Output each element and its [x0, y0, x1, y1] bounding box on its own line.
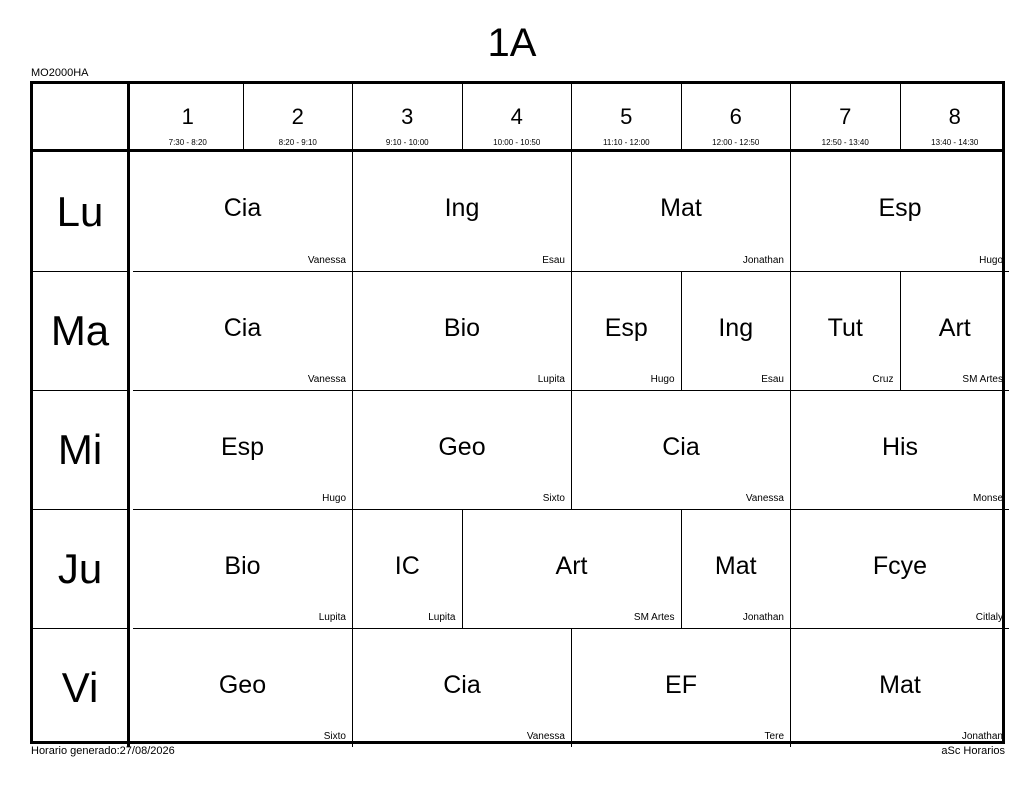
lesson-teacher: Vanessa: [307, 255, 346, 266]
period-time: 12:50 - 13:40: [821, 138, 869, 147]
lesson-subject: Cia: [223, 194, 262, 222]
lesson-subject: Ing: [444, 194, 480, 222]
lesson-cell: [571, 271, 681, 390]
period-header: [133, 84, 243, 149]
lesson-subject: Esp: [220, 433, 265, 461]
period-header: [681, 84, 791, 149]
period-time: 7:30 - 8:20: [168, 138, 207, 147]
lesson-cell: [352, 509, 462, 628]
lesson-subject: Tut: [827, 314, 863, 342]
lesson-teacher: Hugo: [322, 493, 346, 504]
lesson-teacher: Hugo: [979, 255, 1003, 266]
period-number: 6: [729, 104, 742, 129]
period-header: [571, 84, 681, 149]
lesson-teacher: Sixto: [323, 731, 346, 742]
lesson-subject: Mat: [879, 671, 921, 699]
lesson-teacher: Lupita: [537, 374, 565, 385]
lesson-teacher: Citlaly: [975, 612, 1003, 623]
lesson-teacher: Esau: [761, 374, 784, 385]
period-time: 12:00 - 12:50: [712, 138, 760, 147]
lesson-cell: [352, 271, 571, 390]
lesson-cell: [352, 628, 571, 747]
lesson-cell: [571, 628, 790, 747]
lesson-teacher: SM Artes: [633, 612, 675, 623]
lesson-cell: [790, 152, 1009, 271]
lesson-cell: [571, 152, 790, 271]
lesson-cell: [681, 271, 791, 390]
lesson-cell: [133, 628, 352, 747]
lesson-subject: Cia: [223, 314, 262, 342]
lesson-cell: [352, 390, 571, 509]
lesson-teacher: SM Artes: [962, 374, 1003, 385]
lesson-teacher: Jonathan: [742, 255, 784, 266]
period-header: [243, 84, 353, 149]
lesson-teacher: Monse: [972, 493, 1003, 504]
day-label: Ma: [33, 271, 130, 390]
lesson-subject: EF: [665, 671, 697, 699]
lesson-cell: [571, 390, 790, 509]
lesson-subject: Cia: [443, 671, 481, 699]
period-time: 13:40 - 14:30: [931, 138, 979, 147]
lesson-cell: [790, 628, 1009, 747]
lesson-subject: Art: [938, 314, 971, 342]
lesson-teacher: Vanessa: [526, 731, 565, 742]
lesson-subject: Mat: [714, 552, 757, 580]
lesson-subject: Geo: [438, 433, 486, 461]
lesson-subject: Esp: [604, 314, 648, 342]
lesson-cell: [133, 271, 352, 390]
lesson-cell: [133, 390, 352, 509]
lesson-subject: Bio: [224, 552, 261, 580]
brand-label: aSc Horarios: [941, 745, 1005, 757]
lesson-cell: [462, 509, 681, 628]
lesson-teacher: Esau: [542, 255, 565, 266]
lesson-teacher: Tere: [764, 731, 784, 742]
lesson-teacher: Jonathan: [961, 731, 1003, 742]
timetable-grid: [30, 81, 1005, 744]
period-number: 7: [839, 104, 852, 129]
period-number: 8: [948, 104, 961, 129]
lesson-subject: Art: [555, 552, 588, 580]
lesson-cell: [681, 509, 791, 628]
period-header: [900, 84, 1010, 149]
period-number: 2: [291, 104, 304, 129]
lesson-subject: Ing: [718, 314, 754, 342]
period-header: [790, 84, 900, 149]
lesson-cell: [352, 152, 571, 271]
generated-date: Horario generado:27/08/2026: [31, 745, 175, 757]
period-number: 5: [620, 104, 633, 129]
lesson-teacher: Hugo: [650, 374, 675, 385]
period-time: 10:00 - 10:50: [493, 138, 541, 147]
lesson-cell: [900, 271, 1010, 390]
day-label: Vi: [33, 628, 130, 747]
lesson-teacher: Lupita: [318, 612, 346, 623]
lesson-subject: Fcye: [872, 552, 928, 580]
lesson-subject: Mat: [660, 194, 702, 222]
day-label: Ju: [33, 509, 130, 628]
lesson-cell: [133, 152, 352, 271]
lesson-cell: [133, 509, 352, 628]
period-time: 9:10 - 10:00: [385, 138, 429, 147]
period-time: 8:20 - 9:10: [278, 138, 317, 147]
period-header: [462, 84, 572, 149]
lesson-teacher: Vanessa: [307, 374, 346, 385]
period-number: 4: [510, 104, 523, 129]
timetable-title: 1A: [487, 21, 537, 65]
period-header: [352, 84, 462, 149]
timetable-code: MO2000HA: [31, 67, 89, 79]
day-label: Lu: [33, 152, 130, 271]
period-number: 3: [401, 104, 414, 129]
lesson-subject: Cia: [662, 433, 700, 461]
header-corner: [33, 84, 130, 149]
lesson-cell: [790, 390, 1009, 509]
lesson-subject: Esp: [878, 194, 922, 222]
day-label: Mi: [33, 390, 130, 509]
lesson-subject: Bio: [443, 314, 481, 342]
lesson-teacher: Vanessa: [745, 493, 784, 504]
lesson-teacher: Lupita: [428, 612, 456, 623]
lesson-teacher: Jonathan: [742, 612, 784, 623]
lesson-subject: Geo: [218, 671, 267, 699]
lesson-teacher: Sixto: [542, 493, 565, 504]
lesson-teacher: Cruz: [872, 374, 894, 385]
lesson-subject: His: [881, 433, 919, 461]
period-time: 11:10 - 12:00: [602, 138, 650, 147]
period-number: 1: [181, 104, 194, 129]
lesson-cell: [790, 509, 1009, 628]
lesson-subject: IC: [394, 552, 420, 580]
lesson-cell: [790, 271, 900, 390]
